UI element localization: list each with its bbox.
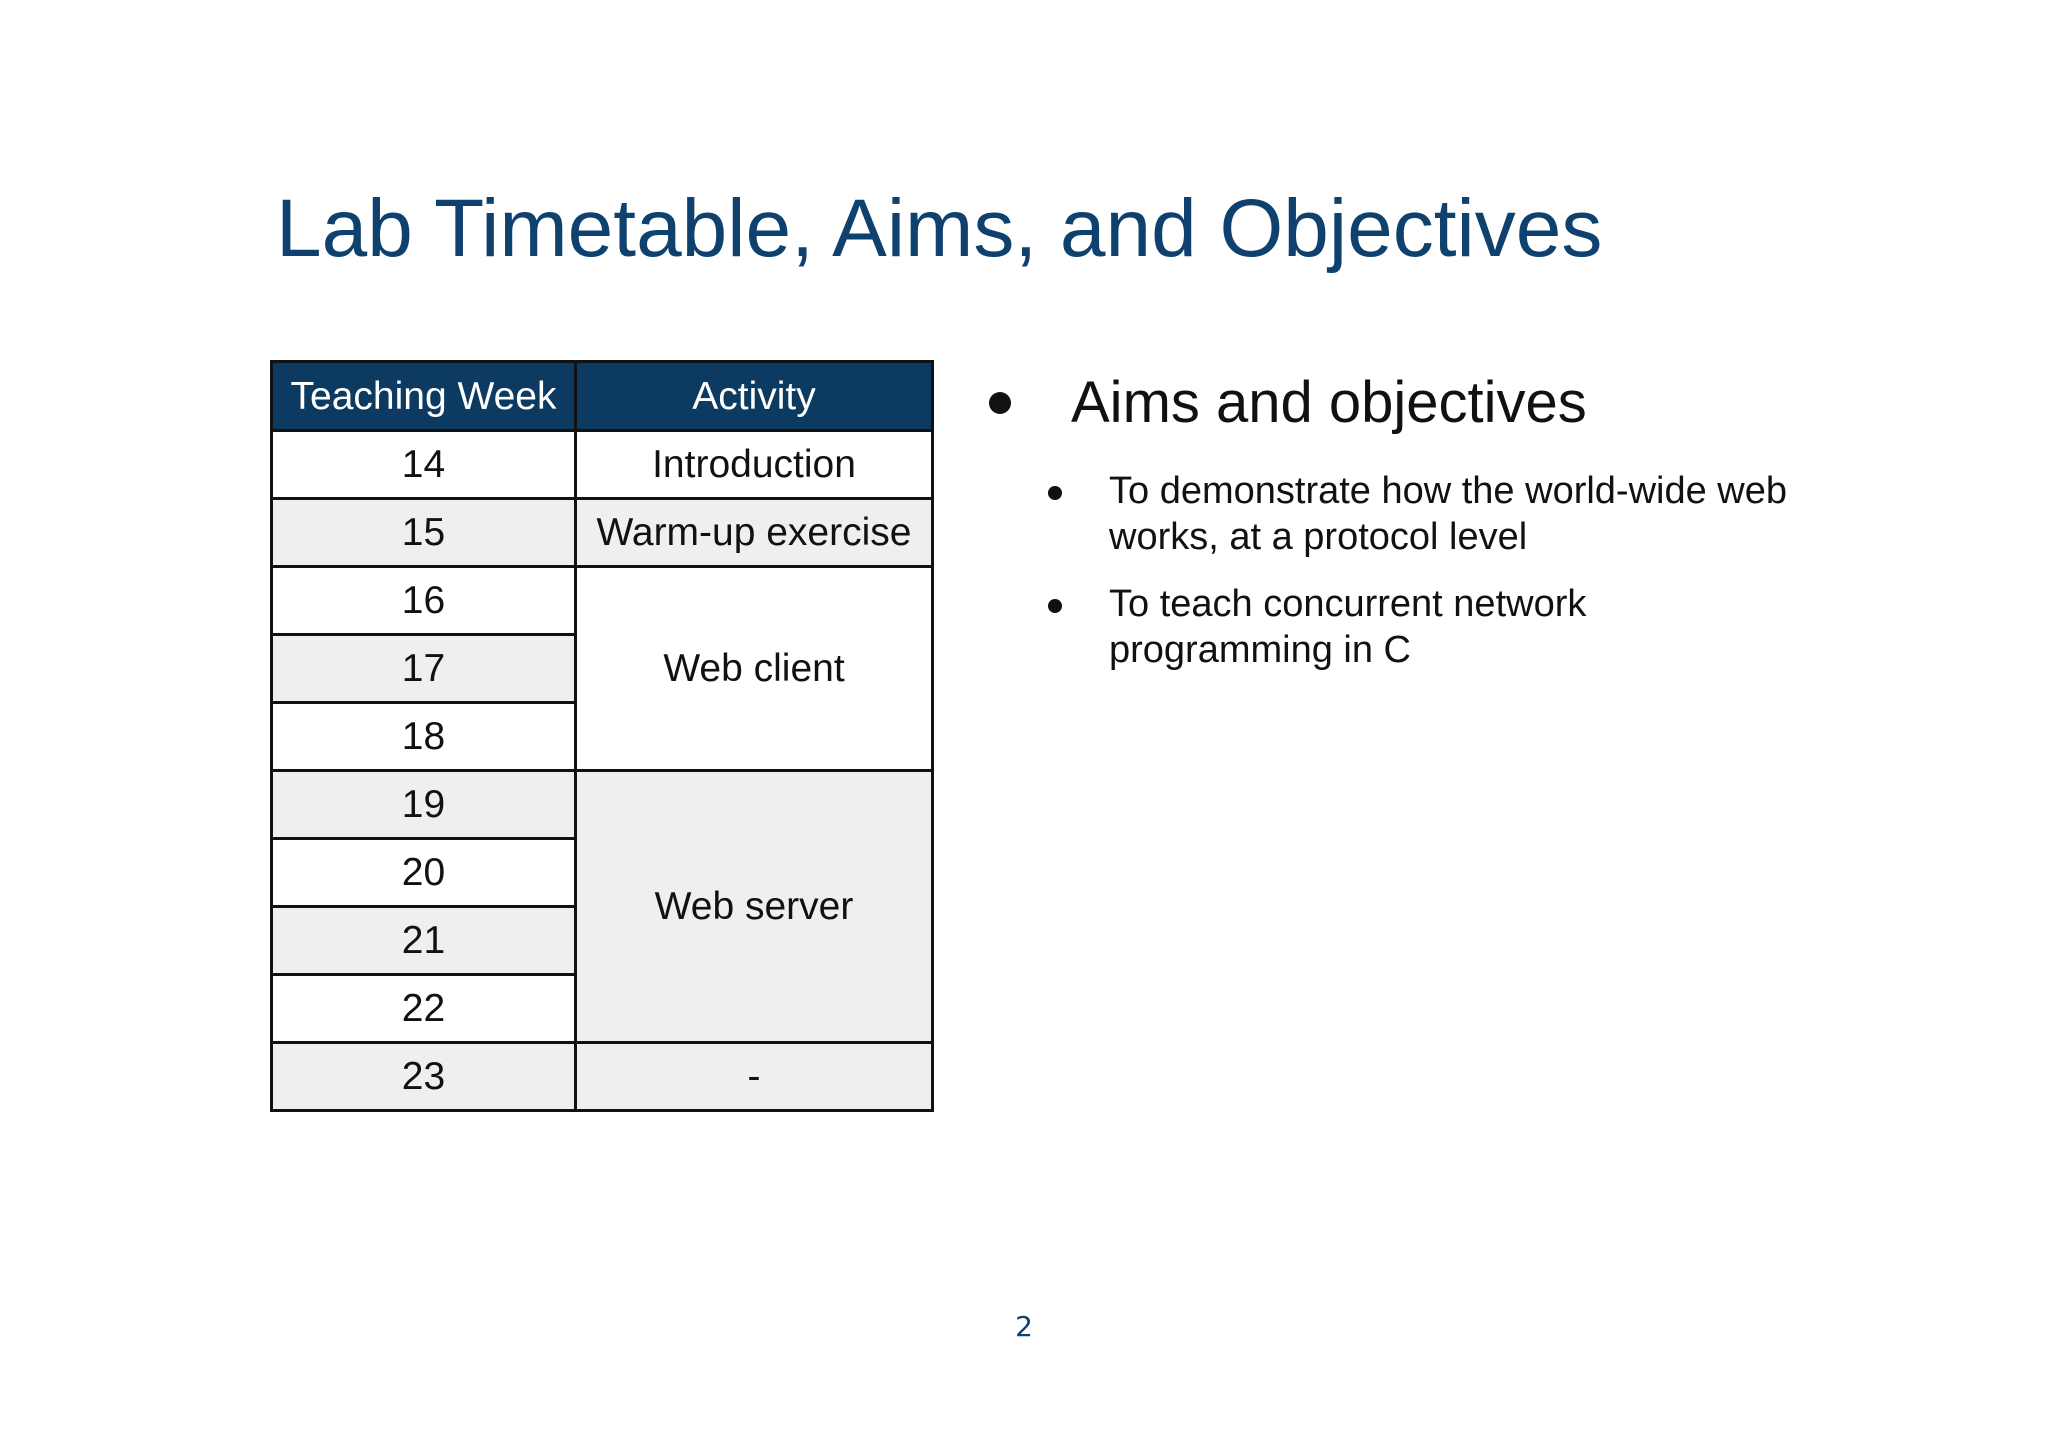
week-cell: 18 [272, 703, 576, 771]
bullet-icon [1048, 486, 1062, 500]
activity-warm-up: Warm-up exercise [576, 499, 933, 567]
aims-heading-text: Aims and objectives [1071, 370, 1587, 435]
bullet-icon [989, 392, 1011, 414]
list-item [986, 468, 1789, 561]
week-cell: 20 [272, 839, 576, 907]
week-cell: 15 [272, 499, 576, 567]
lab-timetable [270, 360, 934, 1112]
header-teaching-week: Teaching Week [272, 362, 576, 431]
week-cell: 23 [272, 1043, 576, 1111]
activity-web-server: Web server [576, 771, 933, 1043]
header-activity: Activity [576, 362, 933, 431]
aim-text: To demonstrate how the world-wide web works, at a protocol level [1109, 470, 1788, 559]
slide-title: Lab Timetable, Aims, and Objectives [276, 183, 1603, 274]
table-row [272, 1043, 933, 1111]
week-cell: 16 [272, 567, 576, 635]
activity-web-client: Web client [576, 567, 933, 771]
table-row [272, 771, 933, 839]
activity-none: - [576, 1043, 933, 1111]
aims-list [986, 468, 1886, 673]
bullet-icon [1048, 599, 1062, 613]
activity-introduction: Introduction [576, 431, 933, 499]
page-number: 2 [1015, 1310, 1033, 1343]
week-cell: 19 [272, 771, 576, 839]
table-row [272, 431, 933, 499]
timetable-header-row [272, 362, 933, 431]
aims-heading [986, 366, 1886, 440]
week-cell: 14 [272, 431, 576, 499]
week-cell: 22 [272, 975, 576, 1043]
week-cell: 17 [272, 635, 576, 703]
aims-section [986, 366, 1886, 693]
aim-text: To teach concurrent network programming in C [1109, 582, 1587, 672]
week-cell: 21 [272, 907, 576, 975]
table-row [272, 499, 933, 567]
table-row [272, 567, 933, 635]
list-item [986, 581, 1789, 674]
